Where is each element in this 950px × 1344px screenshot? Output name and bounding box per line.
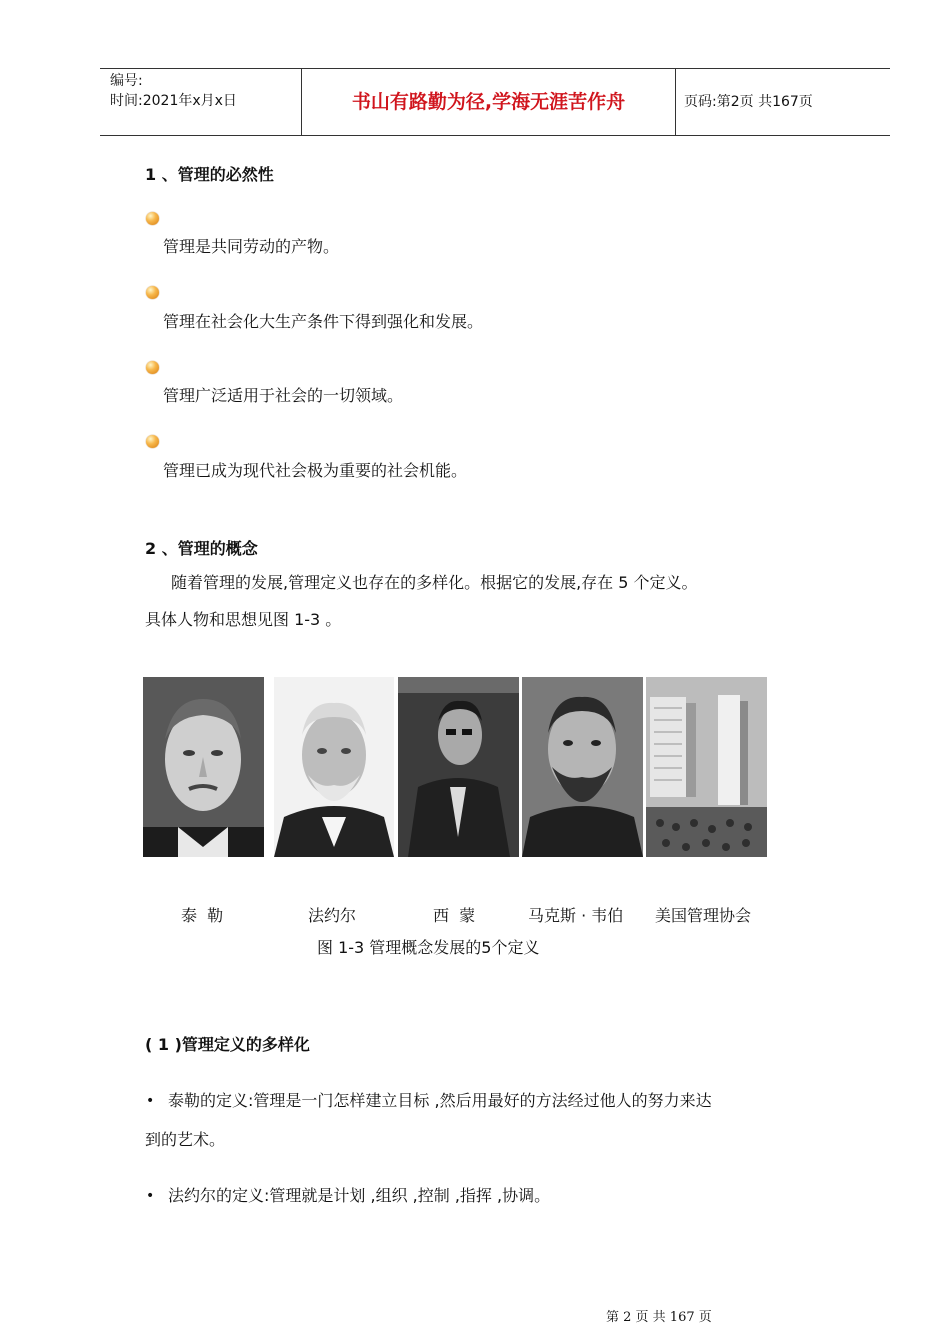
definition-text: 泰勒的定义:管理是一门怎样建立目标 ,然后用最好的方法经过他人的努力来达 <box>168 1091 712 1110</box>
list-item: 管理广泛适用于社会的一切领域。 <box>163 386 404 405</box>
section-heading-2: 2 、管理的概念 <box>145 539 258 558</box>
portrait-weber-image <box>522 677 643 857</box>
bullet-ball-icon <box>146 286 159 299</box>
figure-name-taylor: 泰 勒 <box>181 906 224 925</box>
figure-name-simon: 西 蒙 <box>433 906 476 925</box>
figure-name-fayol: 法约尔 <box>308 906 357 925</box>
time-label: 时间:2021年x月x日 <box>110 93 237 109</box>
header-page-info: 页码:第2页 共167页 <box>684 94 813 110</box>
portrait-taylor-image <box>143 677 264 857</box>
list-item: 管理在社会化大生产条件下得到强化和发展。 <box>163 312 484 331</box>
number-label: 编号: <box>110 73 143 89</box>
portrait-fayol-image <box>274 677 394 857</box>
section-heading-1: 1 、管理的必然性 <box>145 165 274 184</box>
bullet-ball-icon <box>146 212 159 225</box>
subsection-heading: ( 1 )管理定义的多样化 <box>145 1035 310 1054</box>
paragraph-line: 随着管理的发展,管理定义也存在的多样化。根据它的发展,存在 5 个定义。 <box>171 573 698 592</box>
figure-name-weber: 马克斯 · 韦伯 <box>528 906 624 925</box>
portrait-simon-image <box>398 677 519 857</box>
bullet-dot-icon: • <box>146 1093 155 1109</box>
bullet-ball-icon <box>146 361 159 374</box>
paragraph-line: 具体人物和思想见图 1-3 。 <box>145 610 342 629</box>
list-item: 管理已成为现代社会极为重要的社会机能。 <box>163 461 468 480</box>
header-meta <box>100 69 302 135</box>
header-motto: 书山有路勤为径,学海无涯苦作舟 <box>302 69 676 135</box>
figure-caption: 图 1-3 管理概念发展的5个定义 <box>317 938 540 957</box>
bullet-ball-icon <box>146 435 159 448</box>
definition-text: 到的艺术。 <box>145 1130 226 1149</box>
page-header <box>100 68 890 136</box>
bullet-dot-icon: • <box>146 1188 155 1204</box>
page-footer: 第 2 页 共 167 页 <box>606 1310 712 1325</box>
figure-name-ama: 美国管理协会 <box>655 906 752 925</box>
list-item: 管理是共同劳动的产物。 <box>163 237 340 256</box>
definition-text: 法约尔的定义:管理就是计划 ,组织 ,控制 ,指挥 ,协调。 <box>168 1186 551 1205</box>
city-buildings-image <box>646 677 767 857</box>
